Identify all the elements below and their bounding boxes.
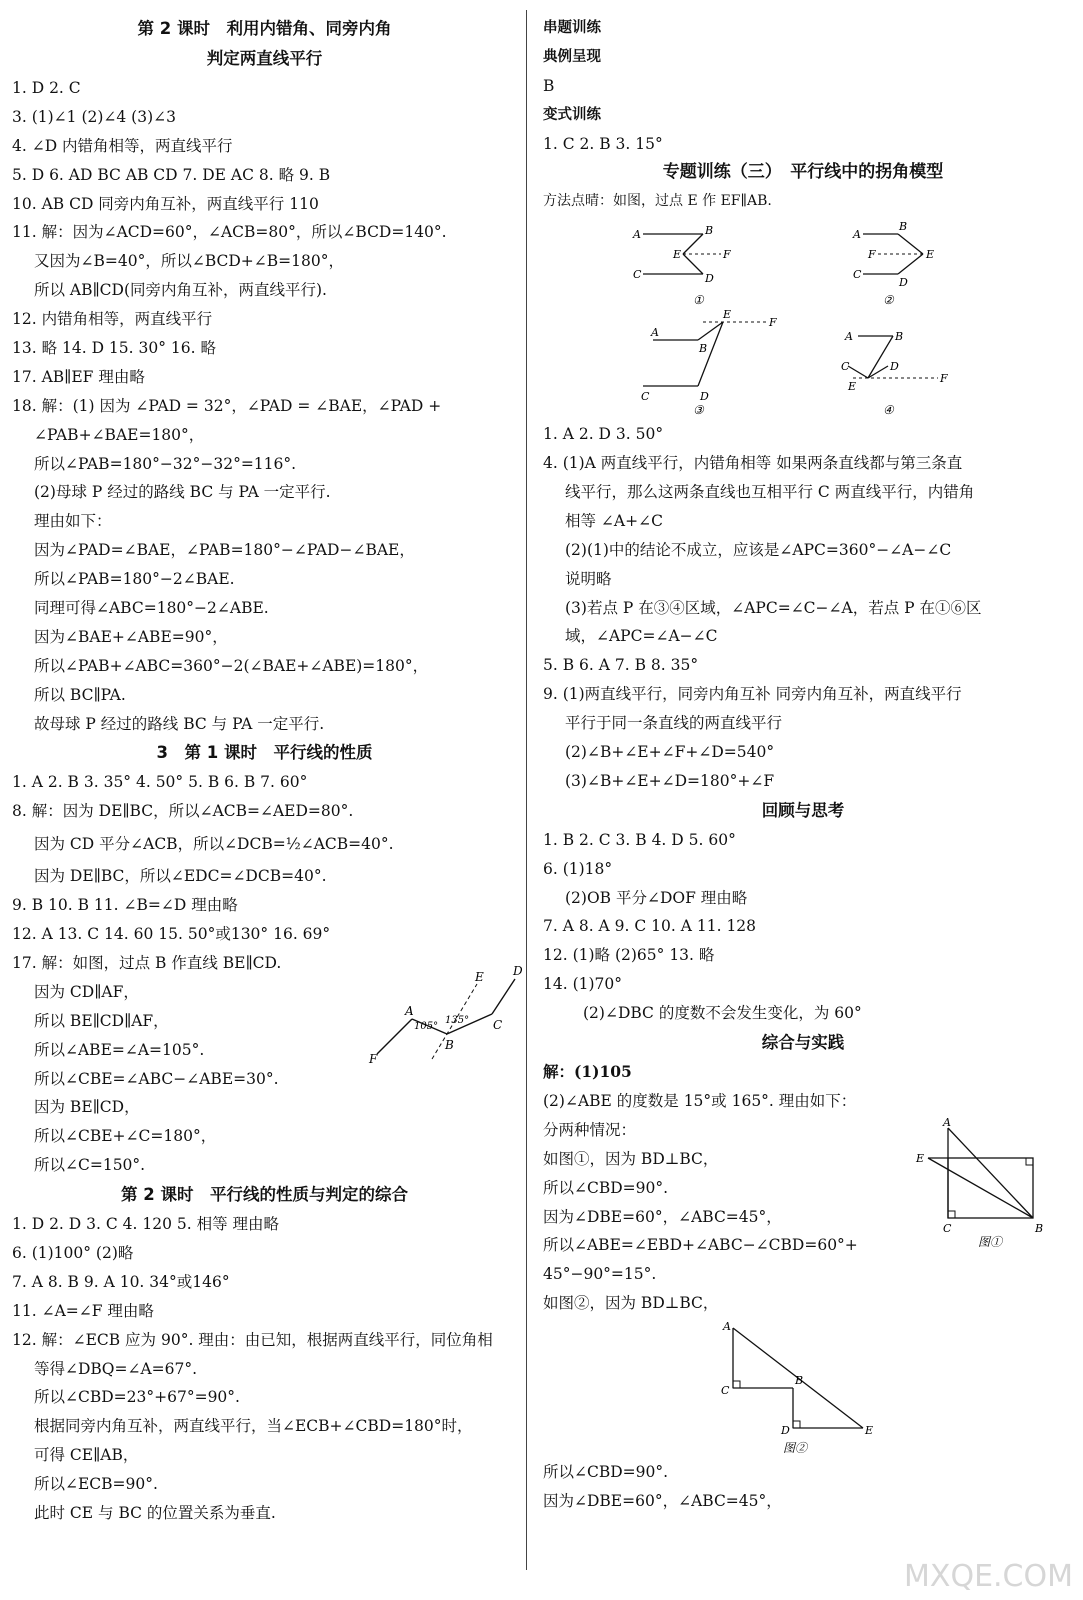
answer-line: 18. 解：(1) 因为 ∠PAD = 32°，∠PAD = ∠BAE，∠PAD + [12, 396, 442, 415]
svg-text:E: E [848, 380, 857, 394]
svg-text:C: C [853, 268, 862, 282]
turning-angle-diagrams [543, 216, 1043, 416]
diagram-3 [641, 308, 777, 416]
answer-line: 域，∠APC=∠A−∠C [565, 627, 718, 646]
svg-text:B: B [699, 342, 708, 356]
svg-text:C: C [721, 1384, 730, 1398]
point-label-b: B [445, 1037, 454, 1052]
answer-line: 所以∠ABE=∠EBD+∠ABC−∠CBD=60°+ [543, 1236, 858, 1255]
answer-line: 因为 CD 平分∠ACB，所以∠DCB=½∠ACB=40°. [34, 835, 394, 854]
svg-text:B: B [899, 220, 908, 234]
svg-text:D: D [700, 390, 709, 404]
answer-line: (3)∠B+∠E+∠D=180°+∠F [565, 771, 775, 790]
lesson2-title-line2: 判定两直线平行 [206, 49, 323, 68]
answer-line: 因为 CD∥AF， [34, 982, 139, 1001]
answer-line: 9. (1)两直线平行，同旁内角互补 同旁内角互补，两直线平行 [543, 685, 962, 704]
answer-line: 5. D 6. AD BC AB CD 7. DE AC 8. 略 9. B [12, 165, 331, 184]
angle-label-135: 135° [445, 1014, 470, 1026]
answer-line: 可得 CE∥AB， [34, 1446, 139, 1465]
answer-line: 所以 BE∥CD∥AF， [34, 1011, 169, 1030]
answer-line: 1. A 2. B 3. 35° 4. 50° 5. B 6. B 7. 60° [12, 773, 308, 792]
answer-line: (3)若点 P 在③④区域，∠APC=∠C−∠A，若点 P 在①⑥区 [565, 598, 982, 617]
answer-line: 如图②，因为 BD⊥BC， [543, 1294, 719, 1313]
angle-label-105: 105° [414, 1020, 439, 1032]
comprehensive-title: 综合与实践 [761, 1033, 845, 1053]
answer-line: 1. D 2. D 3. C 4. 120 5. 相等 理由略 [12, 1215, 280, 1234]
diagram-label: ④ [883, 403, 894, 417]
svg-text:B: B [705, 224, 714, 238]
answer-line: 1. B 2. C 3. B 4. D 5. 60° [543, 830, 736, 849]
answer-line: 9. B 10. B 11. ∠B=∠D 理由略 [12, 896, 238, 915]
answer-line: 14. (1)70° [543, 975, 623, 994]
figure-1 [913, 1118, 1053, 1258]
answer-line: 17. AB∥EF 理由略 [12, 367, 145, 386]
answer-line: 因为∠DBE=60°，∠ABC=45°， [543, 1207, 782, 1226]
svg-text:E: E [673, 248, 682, 262]
answer-line: 所以∠PAB+∠ABC=360°−2(∠BAE+∠ABE)=180°， [34, 656, 429, 675]
svg-text:E: E [865, 1424, 874, 1438]
answer-line: 故母球 P 经过的路线 BC 与 PA 一定平行. [34, 714, 325, 733]
right-column [543, 14, 1063, 1516]
answer-line: 相等 ∠A+∠C [565, 511, 663, 530]
point-label-f: F [369, 1051, 378, 1066]
answer-line: 45°−90°=15°. [543, 1265, 657, 1284]
section3-title: 3 第 1 课时 平行线的性质 [156, 743, 373, 763]
svg-text:F: F [940, 372, 948, 386]
q17-figure [367, 959, 527, 1069]
answer-line: (2)∠B+∠E+∠F+∠D=540° [565, 743, 775, 762]
answer-line: 因为 BE∥CD， [34, 1098, 140, 1117]
answer-line: 11. ∠A=∠F 理由略 [12, 1301, 154, 1320]
svg-text:A: A [853, 228, 861, 242]
svg-text:F: F [769, 316, 777, 330]
diagram-label: ② [883, 293, 894, 308]
answer-line: (2)母球 P 经过的路线 BC 与 PA 一定平行. [34, 483, 331, 502]
svg-text:C: C [943, 1222, 952, 1236]
answer-line: 6. (1)100° (2)略 [12, 1243, 134, 1262]
svg-text:B: B [795, 1374, 804, 1388]
answer-line: 因为∠DBE=60°，∠ABC=45°， [543, 1491, 782, 1510]
answer-line: 说明略 [565, 569, 612, 588]
answer-line: 所以∠CBD=23°+67°=90°. [34, 1388, 240, 1407]
answer-line: 因为∠PAD=∠BAE，∠PAB=180°−∠PAD−∠BAE， [34, 541, 415, 560]
diagram-label: ③ [693, 403, 704, 417]
diagram-2 [852, 220, 934, 307]
svg-text:A: A [651, 326, 659, 340]
diagram-1 [632, 224, 731, 307]
answer-line: 7. A 8. A 9. C 10. A 11. 128 [543, 917, 757, 936]
answer-line: 如图①，因为 BD⊥BC， [543, 1149, 719, 1168]
answer-line: (2)∠ABE 的度数是 15°或 165°. 理由如下： [543, 1091, 857, 1110]
lesson2-title-line1: 第 2 课时 利用内错角、同旁内角 [137, 19, 392, 38]
section-label-chuan: 串题训练 [543, 20, 601, 36]
answer-line: 等得∠DBQ=∠A=67°. [34, 1359, 198, 1378]
svg-text:D: D [890, 360, 899, 374]
section-label-dianli: 典例呈现 [543, 48, 601, 65]
answer-line: 分两种情况： [543, 1120, 637, 1139]
svg-text:A: A [723, 1320, 731, 1334]
topic-title: 专题训练（三） 平行线中的拐角模型 [662, 162, 944, 183]
answer-line: (2)∠DBC 的度数不会发生变化，为 60° [583, 1004, 862, 1023]
answer-line: 3. (1)∠1 (2)∠4 (3)∠3 [12, 107, 176, 126]
answer-line: (2)OB 平分∠DOF 理由略 [565, 888, 748, 907]
diagram-4 [841, 330, 948, 416]
svg-text:D: D [705, 272, 714, 286]
figure-2 [703, 1318, 903, 1458]
answer-line: 12. (1)略 (2)65° 13. 略 [543, 946, 715, 965]
answer-line: 因为∠BAE+∠ABE=90°， [34, 627, 228, 646]
svg-text:D: D [899, 276, 908, 290]
answer-line: 所以∠ECB=90°. [34, 1475, 158, 1494]
answer-line: 又因为∠B=40°，所以∠BCD+∠B=180°， [34, 252, 344, 271]
answer-line: 此时 CE 与 BC 的位置关系为垂直. [34, 1503, 276, 1522]
answer-line: 所以 AB∥CD(同旁内角互补，两直线平行). [34, 281, 327, 300]
answer-line: 6. (1)18° [543, 859, 613, 878]
answer-line: 平行于同一条直线的两直线平行 [565, 714, 783, 733]
review-title: 回顾与思考 [761, 800, 845, 820]
answer-line: 所以∠PAB=180°−32°−32°=116°. [34, 454, 297, 473]
answer-line: 13. 略 14. D 15. 30° 16. 略 [12, 339, 216, 358]
answer-line: 理由如下： [34, 512, 112, 531]
section-label-bianshi: 变式训练 [543, 106, 601, 123]
left-column [12, 14, 523, 1528]
answer-line: 线平行，那么这两条直线也互相平行 C 两直线平行，内错角 [565, 483, 975, 502]
answer-line: 所以∠CBE+∠C=180°， [34, 1127, 217, 1146]
svg-text:B: B [1035, 1222, 1044, 1236]
svg-text:F: F [723, 248, 731, 262]
answer-line: 1. A 2. D 3. 50° [543, 425, 664, 444]
answer-line: 同理可得∠ABC=180°−2∠ABE. [34, 599, 269, 618]
answer-line: 1. C 2. B 3. 15° [543, 134, 663, 153]
figure-2-caption: 图② [783, 1441, 808, 1456]
answer-line: 12. 内错角相等，两直线平行 [12, 310, 213, 329]
answer-line: B [543, 76, 555, 95]
answer-line: (2)(1)中的结论不成立，应该是∠APC=360°−∠A−∠C [565, 540, 952, 559]
column-divider [526, 10, 527, 1570]
diagram-label: ① [693, 293, 704, 308]
svg-text:B: B [895, 330, 904, 344]
answer-line: 5. B 6. A 7. B 8. 35° [543, 656, 699, 675]
answer-line: 1. D 2. C [12, 79, 81, 97]
answer-line: 7. A 8. B 9. A 10. 34°或146° [12, 1272, 230, 1291]
answer-line: 12. 解：∠ECB 应为 90°. 理由：由已知，根据两直线平行，同位角相 [12, 1330, 493, 1349]
svg-text:C: C [841, 360, 850, 374]
answer-line: 所以∠CBE=∠ABC−∠ABE=30°. [34, 1069, 279, 1088]
answer-line: 17. 解：如图，过点 B 作直线 BE∥CD. [12, 953, 282, 972]
svg-text:A: A [845, 330, 853, 344]
answer-line: 所以∠ABE=∠A=105°. [34, 1040, 205, 1059]
answer-line: 解：(1)105 [543, 1062, 632, 1082]
svg-text:D: D [781, 1424, 790, 1438]
answer-line: 因为 DE∥BC，所以∠EDC=∠DCB=40°. [34, 867, 327, 886]
watermark: MXQE.COM [904, 1559, 1073, 1594]
answer-line: 根据同旁内角互补，两直线平行，当∠ECB+∠CBD=180°时， [34, 1417, 473, 1436]
svg-text:C: C [641, 390, 650, 404]
answer-line: 4. ∠D 内错角相等，两直线平行 [12, 136, 233, 155]
point-label-e: E [475, 969, 484, 984]
answer-line: 12. A 13. C 14. 60 15. 50°或130° 16. 69° [12, 925, 331, 944]
answer-line: 8. 解：因为 DE∥BC，所以∠ACB=∠AED=80°. [12, 802, 354, 821]
svg-text:F: F [868, 248, 876, 262]
answer-line: 所以∠C=150°. [34, 1156, 146, 1175]
svg-text:E: E [723, 308, 732, 322]
comprehensive-solution [543, 1058, 1063, 1516]
method-hint: 方法点晴：如图，过点 E 作 EF∥AB. [543, 193, 772, 210]
lesson2b-title: 第 2 课时 平行线的性质与判定的综合 [121, 1185, 408, 1205]
answer-line: 10. AB CD 同旁内角互补，两直线平行 110 [12, 194, 319, 213]
answer-line: 11. 解：因为∠ACD=60°，∠ACB=80°，所以∠BCD=140°. [12, 223, 447, 242]
svg-text:A: A [943, 1118, 951, 1130]
svg-text:C: C [633, 268, 642, 282]
svg-text:A: A [633, 228, 641, 242]
answer-line: ∠PAB+∠BAE=180°， [34, 425, 205, 444]
point-label-c: C [493, 1017, 503, 1032]
figure-1-caption: 图① [978, 1235, 1003, 1250]
answer-line: 所以 BC∥PA. [34, 685, 126, 704]
answer-line: 4. (1)A 两直线平行，内错角相等 如果两条直线都与第三条直 [543, 454, 963, 473]
q17-solution-block [12, 949, 523, 1180]
answer-line: 所以∠PAB=180°−2∠BAE. [34, 570, 235, 589]
answer-line: 所以∠CBD=90°. [543, 1178, 669, 1197]
answer-line: 所以∠CBD=90°. [543, 1463, 669, 1482]
point-label-a: A [405, 1003, 414, 1018]
svg-text:E: E [916, 1152, 925, 1166]
point-label-d: D [513, 963, 523, 978]
svg-text:E: E [926, 248, 935, 262]
